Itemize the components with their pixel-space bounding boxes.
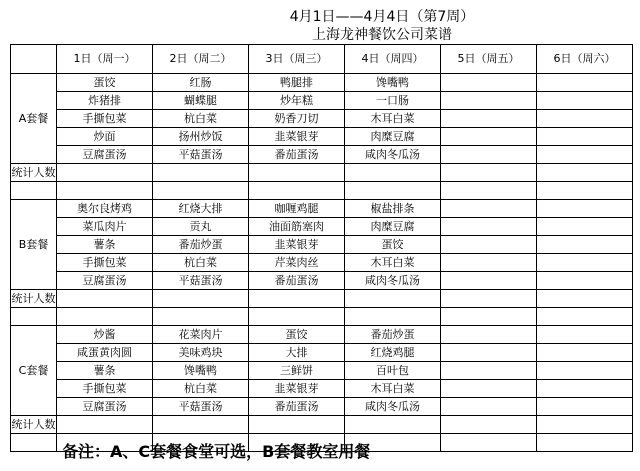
day-header: 3日（周三）	[249, 45, 345, 74]
stat-cell	[345, 164, 441, 182]
dish-cell: 番茄蛋汤	[249, 272, 345, 290]
dish-row	[11, 272, 633, 290]
dish-cell: 贡丸	[153, 218, 249, 236]
dish-cell: 蛋饺	[345, 236, 441, 254]
dish-cell: 花菜肉片	[153, 326, 249, 344]
dish-cell	[441, 326, 537, 344]
dish-cell	[441, 128, 537, 146]
dish-cell: 手撕包菜	[57, 254, 153, 272]
dish-cell	[441, 398, 537, 416]
dish-cell	[537, 146, 633, 164]
dish-cell: 蛋饺	[249, 326, 345, 344]
dish-cell: 美味鸡块	[153, 344, 249, 362]
stat-cell	[537, 416, 633, 434]
dish-cell	[537, 218, 633, 236]
dish-row	[11, 128, 633, 146]
day-header: 6日（周六）	[537, 45, 633, 74]
dish-cell: 杭白菜	[153, 110, 249, 128]
dish-cell: 大排	[249, 344, 345, 362]
dish-cell	[537, 344, 633, 362]
page-title: 上海龙神餐饮公司菜谱	[312, 27, 452, 43]
stat-cell	[153, 290, 249, 308]
dish-cell: 木耳白菜	[345, 110, 441, 128]
dish-cell: 手撕包菜	[57, 380, 153, 398]
dish-row	[11, 326, 633, 344]
dish-cell: 奶香刀切	[249, 110, 345, 128]
dish-cell: 韭菜银芽	[249, 236, 345, 254]
stat-cell	[57, 164, 153, 182]
dish-cell: 馋嘴鸭	[153, 362, 249, 380]
dish-cell: 炒年糕	[249, 92, 345, 110]
dish-cell: 番茄炒蛋	[345, 326, 441, 344]
stat-cell	[249, 164, 345, 182]
dish-cell: 椒盐排条	[345, 200, 441, 218]
dish-cell: 咖喱鸡腿	[249, 200, 345, 218]
remark-note: 备注：A、C套餐食堂可选，B套餐教室用餐	[62, 442, 371, 461]
stat-cell	[57, 416, 153, 434]
dish-cell: 咸肉冬瓜汤	[345, 146, 441, 164]
dish-cell: 馋嘴鸭	[345, 74, 441, 92]
dish-cell: 蛋饺	[57, 74, 153, 92]
dish-cell	[537, 326, 633, 344]
dish-cell: 豆腐蛋汤	[57, 398, 153, 416]
spacer-cell	[57, 182, 153, 200]
dish-cell	[537, 128, 633, 146]
dish-row	[11, 362, 633, 380]
dish-cell: 平菇蛋汤	[153, 146, 249, 164]
dish-cell: 红烧大排	[153, 200, 249, 218]
dish-cell: 炒酱	[57, 326, 153, 344]
dish-row	[11, 380, 633, 398]
dish-cell: 鸭腿排	[249, 74, 345, 92]
dish-cell	[537, 362, 633, 380]
spacer-cell	[537, 182, 633, 200]
dish-cell: 炒面	[57, 128, 153, 146]
menu-body	[11, 74, 633, 452]
stat-row	[11, 416, 633, 434]
dish-cell: 木耳白菜	[345, 254, 441, 272]
dish-row	[11, 110, 633, 128]
dish-cell: 咸肉冬瓜汤	[345, 272, 441, 290]
dish-row	[11, 254, 633, 272]
spacer-cell	[153, 308, 249, 326]
spacer-cell	[249, 182, 345, 200]
spacer-row	[11, 182, 633, 200]
dish-cell: 平菇蛋汤	[153, 398, 249, 416]
dish-cell: 炸猪排	[57, 92, 153, 110]
dish-cell	[441, 110, 537, 128]
dish-cell: 咸肉冬瓜汤	[345, 398, 441, 416]
dish-cell: 韭菜银芽	[249, 128, 345, 146]
set-label: B套餐	[11, 200, 57, 290]
day-header: 5日（周五）	[441, 45, 537, 74]
dish-cell: 杭白菜	[153, 380, 249, 398]
stat-label: 统计人数	[11, 164, 57, 182]
dish-cell	[441, 344, 537, 362]
stat-cell	[537, 164, 633, 182]
spacer-cell	[441, 182, 537, 200]
spacer-cell	[249, 308, 345, 326]
dish-row	[11, 218, 633, 236]
dish-cell: 芹菜肉丝	[249, 254, 345, 272]
dish-row	[11, 92, 633, 110]
stat-cell	[537, 290, 633, 308]
dish-cell	[441, 218, 537, 236]
dish-cell: 一口肠	[345, 92, 441, 110]
dish-cell: 油面筋塞肉	[249, 218, 345, 236]
spacer-cell	[11, 308, 57, 326]
dish-cell	[537, 398, 633, 416]
stat-cell	[153, 416, 249, 434]
header-row	[11, 45, 633, 74]
dish-cell	[441, 254, 537, 272]
menu-table	[10, 44, 633, 452]
stat-cell	[441, 416, 537, 434]
dish-cell: 番茄蛋汤	[249, 398, 345, 416]
dish-cell: 番茄炒蛋	[153, 236, 249, 254]
dish-row	[11, 344, 633, 362]
dish-cell: 豆腐蛋汤	[57, 272, 153, 290]
spacer-cell	[11, 182, 57, 200]
stat-cell	[57, 290, 153, 308]
dish-cell	[537, 92, 633, 110]
dish-cell: 咸蛋黄肉圆	[57, 344, 153, 362]
dish-cell: 奥尔良烤鸡	[57, 200, 153, 218]
dish-cell: 肉糜豆腐	[345, 218, 441, 236]
day-header: 2日（周二）	[153, 45, 249, 74]
dish-cell	[537, 380, 633, 398]
spacer-cell	[537, 308, 633, 326]
spacer-cell	[537, 434, 633, 452]
dish-cell: 肉糜豆腐	[345, 128, 441, 146]
dish-cell: 手撕包菜	[57, 110, 153, 128]
dish-cell: 薯条	[57, 362, 153, 380]
stat-row	[11, 290, 633, 308]
dish-cell: 菜瓜肉片	[57, 218, 153, 236]
dish-cell: 番茄蛋汤	[249, 146, 345, 164]
date-range-heading: 4月1日——4月4日（第7周）	[289, 9, 475, 25]
spacer-cell	[57, 308, 153, 326]
stat-cell	[249, 416, 345, 434]
dish-cell	[441, 146, 537, 164]
dish-cell: 扬州炒饭	[153, 128, 249, 146]
stat-cell	[153, 164, 249, 182]
stat-label: 统计人数	[11, 290, 57, 308]
dish-cell: 红肠	[153, 74, 249, 92]
spacer-cell	[441, 308, 537, 326]
stat-label: 统计人数	[11, 416, 57, 434]
dish-cell: 三鲜饼	[249, 362, 345, 380]
dish-cell: 豆腐蛋汤	[57, 146, 153, 164]
dish-cell	[441, 380, 537, 398]
dish-row	[11, 236, 633, 254]
dish-cell	[537, 236, 633, 254]
dish-cell: 百叶包	[345, 362, 441, 380]
dish-cell	[441, 236, 537, 254]
dish-cell	[537, 254, 633, 272]
dish-cell: 薯条	[57, 236, 153, 254]
stat-cell	[441, 164, 537, 182]
stat-cell	[249, 290, 345, 308]
dish-row	[11, 398, 633, 416]
spacer-cell	[11, 434, 57, 452]
dish-cell	[441, 200, 537, 218]
corner-cell	[11, 45, 57, 74]
spacer-cell	[441, 434, 537, 452]
dish-cell: 杭白菜	[153, 254, 249, 272]
dish-cell: 红烧鸡腿	[345, 344, 441, 362]
dish-row	[11, 74, 633, 92]
spacer-cell	[345, 308, 441, 326]
spacer-row	[11, 308, 633, 326]
set-label: A套餐	[11, 74, 57, 164]
spacer-cell	[345, 182, 441, 200]
dish-cell	[441, 272, 537, 290]
dish-cell	[441, 74, 537, 92]
day-header: 4日（周四）	[345, 45, 441, 74]
dish-cell	[537, 74, 633, 92]
stat-cell	[345, 416, 441, 434]
dish-cell: 韭菜银芽	[249, 380, 345, 398]
stat-cell	[441, 290, 537, 308]
dish-cell	[441, 362, 537, 380]
dish-cell	[537, 200, 633, 218]
dish-row	[11, 146, 633, 164]
dish-cell: 平菇蛋汤	[153, 272, 249, 290]
spacer-cell	[153, 182, 249, 200]
dish-cell: 蝴蝶腿	[153, 92, 249, 110]
stat-cell	[345, 290, 441, 308]
dish-cell: 木耳白菜	[345, 380, 441, 398]
set-label: C套餐	[11, 326, 57, 416]
dish-cell	[537, 272, 633, 290]
dish-cell	[441, 92, 537, 110]
dish-row	[11, 200, 633, 218]
stat-row	[11, 164, 633, 182]
day-header: 1日（周一）	[57, 45, 153, 74]
dish-cell	[537, 110, 633, 128]
